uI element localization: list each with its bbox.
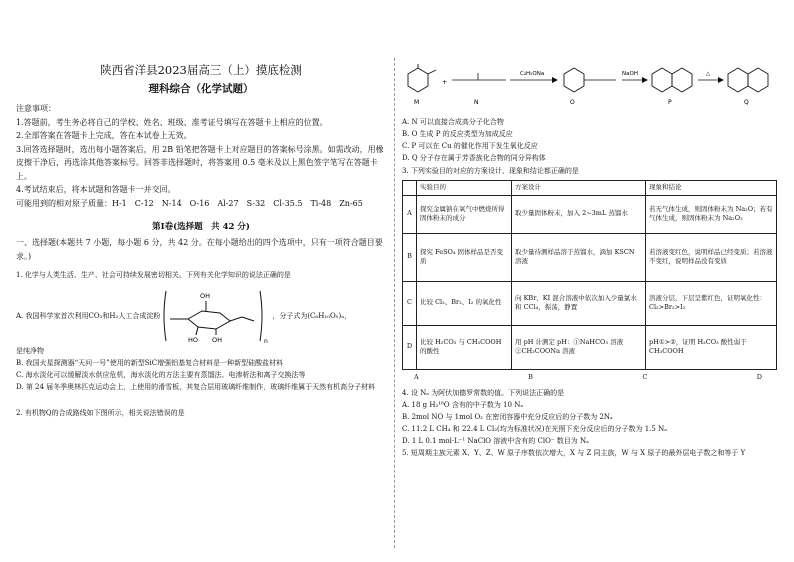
question-1-option-a xyxy=(16,287,386,345)
question-4-option-a: A. 18 g H₂¹⁸O 含有的中子数为 10 Nₐ xyxy=(402,400,524,409)
starch-structure-icon xyxy=(160,287,272,345)
row-purpose: 探究 FeSO₄ 固体样品是否变质 xyxy=(417,233,512,281)
table-header-cell: 实验目的 xyxy=(417,181,512,196)
starch-oh-label: OH xyxy=(200,292,211,300)
compound-label: Q xyxy=(744,99,749,106)
row-result: 若无气体生成，则固体粉末为 Na₂O；若有气体生成，则固体粉末为 Na₂O₂ xyxy=(646,195,777,233)
question-3-options xyxy=(402,370,780,381)
compound-label: M xyxy=(414,99,420,106)
option-a-prefix: A. 我国科学家首次利用CO₂和H₂人工合成淀粉 xyxy=(16,312,161,320)
question-2-option-d: D. Q 分子存在属于芳香族化合物的同分异构体 xyxy=(402,154,546,162)
reagent-label: C₂H₅ONa xyxy=(520,71,545,77)
row-result: 溶液分层，下层呈紫红色，证明氧化性：Cl₂>Br₂>I₂ xyxy=(646,281,777,325)
row-result: 若溶液变红色，说明样品已经变质；若溶液不变红，说明样品没有变质 xyxy=(646,233,777,281)
notice-item: 1.答题前，考生务必将自己的学校、姓名、班级、准考证号填写在答题卡上相应的位置。 xyxy=(16,117,328,127)
synthesis-scheme xyxy=(402,64,780,112)
notice-block xyxy=(16,102,386,210)
notice-item: 3.回答选择题时，选出每小题答案后，用 2B 铅笔把答题卡上对应题目的答案标号涂黑。如需改动，用橡皮擦干净后，再选涂其他答案标号。回答非选择题时，将答案用 0.5 毫米及以上黑色签字笔写在答题卡上。 xyxy=(16,144,384,181)
starch-n-label: n xyxy=(264,338,269,345)
compound-label: P xyxy=(668,99,672,106)
table-header-row xyxy=(403,181,777,196)
row-purpose: 比较 H₂CO₃ 与 CH₃COOH 的酸性 xyxy=(417,325,512,369)
answer-option: B xyxy=(528,372,533,381)
notice-heading: 注意事项： xyxy=(16,104,56,113)
svg-text:+: + xyxy=(442,78,448,86)
atomic-masses: 可能用到的相对原子质量：H-1 C-12 N-14 O-16 Al-27 S-32 Cl-35.5 Ti-48 Zn-65 xyxy=(16,198,363,208)
question-1-stem: 1. 化学与人类生活、生产、社会可持续发展密切相关。下列有关化学知识的说法正确的是 xyxy=(16,271,291,279)
starch-oh-label: HO xyxy=(188,336,199,344)
reaction-scheme-icon xyxy=(402,64,780,108)
notice-item: 2.全部答案在答题卡上完成，答在本试卷上无效。 xyxy=(16,131,192,140)
question-4-option-b: B. 2mol NO 与 1mol O₂ 在密闭容器中充分反应后的分子数为 2Nₐ xyxy=(402,412,613,421)
table-row xyxy=(403,195,777,233)
row-purpose: 比较 Cl₂、Br₂、I₂ 的氧化性 xyxy=(417,281,512,325)
table-header-cell xyxy=(403,181,417,196)
answer-option: C xyxy=(642,372,648,381)
starch-oh-label: OH xyxy=(212,336,223,344)
question-4-option-d: D. 1 L 0.1 mol·L⁻¹ NaClO 溶液中含有的 ClO⁻ 数目为 Nₐ xyxy=(402,436,589,445)
row-design: 取少量待测样品溶于蒸馏水，滴加 KSCN 溶液 xyxy=(512,233,646,281)
exam-subtitle: 理科综合（化学试题） xyxy=(148,83,254,95)
table-row xyxy=(403,281,777,325)
option-a-suffix: ，分子式为(C₆H₁₀O₅)ₙ， xyxy=(272,312,352,320)
question-1-option-b: B. 我国火星探测器“天问一号”使用的新型SiC增强铝基复合材料是一种新型硅酸盐材料 xyxy=(16,359,284,367)
right-column xyxy=(402,64,780,459)
row-label: D xyxy=(403,325,417,369)
question-4-stem: 4. 设 Nₐ 为阿伏加德罗常数的值。下列说法正确的是 xyxy=(402,388,565,397)
answer-option: A xyxy=(414,372,419,381)
left-column xyxy=(16,62,386,419)
question-2-stem: 2. 有机物Q的合成路线如下图所示，相关说法错误的是 xyxy=(16,409,185,417)
question-5-stem: 5. 短周期主族元素 X、Y、Z、W 原子序数依次增大，X 与 Z 同主族，W 与 X 原子的最外层电子数之和等于 Y xyxy=(402,448,746,457)
notice-item: 4.考试结束后，将本试题和答题卡一并交回。 xyxy=(16,185,176,194)
row-design: 向 KBr、KI 混合溶液中依次加入少量氯水和 CCl₄，振荡，静置 xyxy=(512,281,646,325)
question-2-option-a: A. N 可以直接合成高分子化合物 xyxy=(402,118,504,126)
reagent-label: NaOH xyxy=(622,71,638,77)
answer-option: D xyxy=(756,372,762,381)
compound-label: N xyxy=(474,99,479,106)
row-purpose: 探究金属钠在氧气中燃烧所得固体粉末的成分 xyxy=(417,195,512,233)
row-label: A xyxy=(403,195,417,233)
section-intro: 一、选择题(本题共 7 小题，每小题 6 分，共 42 分。在每小题给出的四个选项中，只有一项符合题目要求。) xyxy=(16,238,383,261)
row-label: B xyxy=(403,233,417,281)
table-row xyxy=(403,325,777,369)
reagent-label: △ xyxy=(706,71,711,77)
question-2-option-b: B. O 生成 P 的反应类型为加成反应 xyxy=(402,130,513,138)
question-3-stem: 3. 下列实验目的对应的方案设计、现象和结论都正确的是 xyxy=(402,167,579,175)
row-label: C xyxy=(403,281,417,325)
row-result: pH①>②，证明 H₂CO₃ 酸性弱于 CH₃COOH xyxy=(646,325,777,369)
row-design: 取少量固体粉末，加入 2~3mL 蒸馏水 xyxy=(512,195,646,233)
question-1-option-d: D. 第 24 届冬季奥林匹克运动会上，上使用的滑雪板，其复合层用玻璃纤维制作，玻璃纤维属于天然有机高分子材料 xyxy=(16,383,376,391)
experiment-table xyxy=(402,180,777,370)
question-4-option-c: C. 11.2 L CH₄ 和 22.4 L Cl₂(均为标准状况)在光照下充分反应后的分子数为 1.5 Nₐ xyxy=(402,424,667,433)
compound-label: O xyxy=(570,99,575,106)
exam-title: 陕西省洋县2023届高三（上）摸底检测 xyxy=(100,63,302,77)
row-design: 用 pH 计测定 pH：①NaHCO₃ 溶液 ②CH₃COONa 溶液 xyxy=(512,325,646,369)
table-header-cell: 现象和结论 xyxy=(646,181,777,196)
table-header-cell: 方案设计 xyxy=(512,181,646,196)
section-title: 第Ⅰ卷(选择题 共 42 分) xyxy=(152,222,250,232)
question-1-option-c: C. 海水淡化可以缓解淡水供应危机，海水淡化的方法主要有蒸馏法、电渗析法和离子交换法等 xyxy=(16,371,306,379)
table-row xyxy=(403,233,777,281)
column-divider xyxy=(394,58,395,548)
question-2-option-c: C. P 可以在 Cu 的催化作用下发生氧化反应 xyxy=(402,142,538,150)
option-a-continued: 是纯净物 xyxy=(16,347,44,355)
